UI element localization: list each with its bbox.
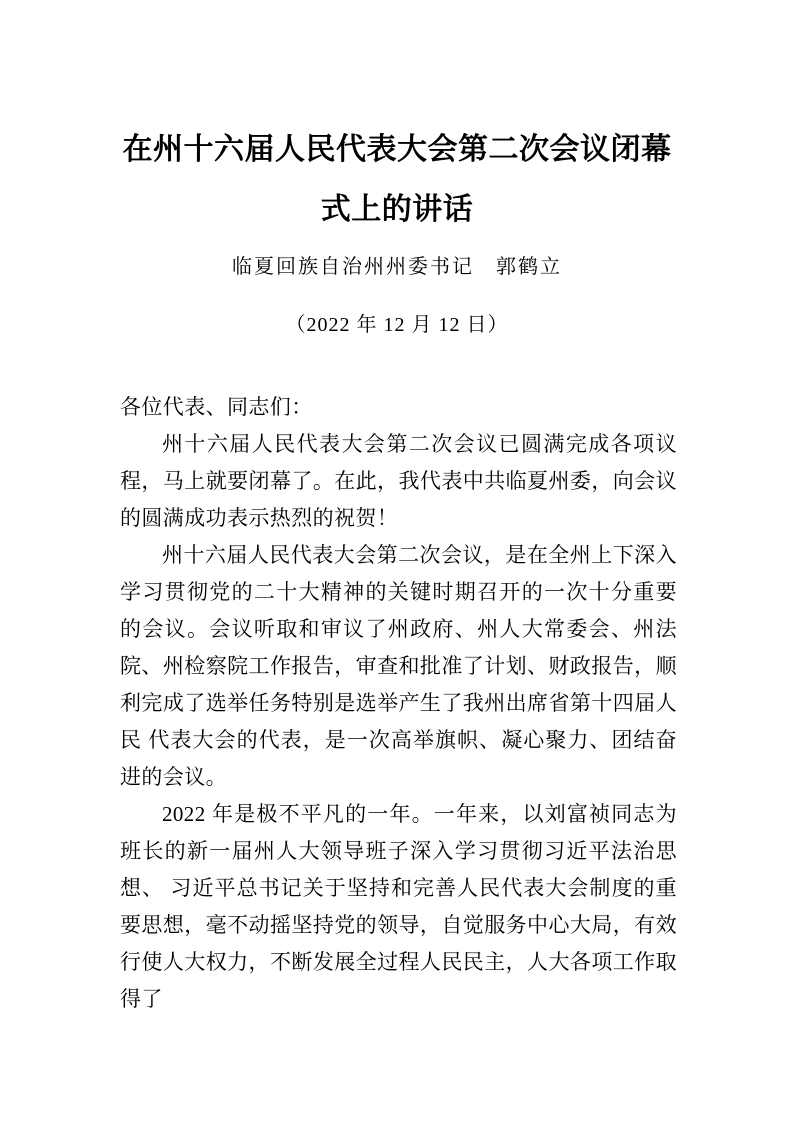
title-line-2: 式上的讲话 xyxy=(320,193,474,226)
salutation-line: 各位代表、同志们： xyxy=(120,395,313,419)
author-line: 临夏回族自治州州委书记 郭鹤立 xyxy=(232,256,562,278)
document-body xyxy=(120,389,677,1018)
body-paragraph-3: 2022 年是极不平凡的一年。一年来，以刘富祯同志为班长的新一届州人大领导班子深入学习贯彻习近平法治思想、 习近平总书记关于坚持和完善人民代表大会制度的重要思想，毫不动摇坚持党的领导，自觉服务中心大局，有效行使人大权力，不断发展全过程人民民主，人大各项工作取得了 xyxy=(120,802,677,1011)
date-line: （2022 年 12 月 12 日） xyxy=(285,314,509,336)
body-paragraph-2: 州十六届人民代表大会第二次会议，是在全州上下深入学习贯彻党的二十大精神的关键时期召开的一次十分重要 的会议。会议听取和审议了州政府、州人大常委会、州法院、州检察院工作报告，审查和批准了计划、财政报告，顺利完成了选举任务特别是选举产生了我州出席省第十四届人民 代表大会的代表，是一次高举旗帜、凝心聚力、团结奋进的会议。 xyxy=(120,543,677,789)
body-paragraph-1: 州十六届人民代表大会第二次会议已圆满完成各项议程，马上就要闭幕了。在此，我代表中共临夏州委，向会议的圆满成功表示热烈的祝贺！ xyxy=(120,432,677,530)
title-line-1: 在州十六届人民代表大会第二次会议闭幕 xyxy=(122,133,672,166)
document-title xyxy=(0,120,794,240)
